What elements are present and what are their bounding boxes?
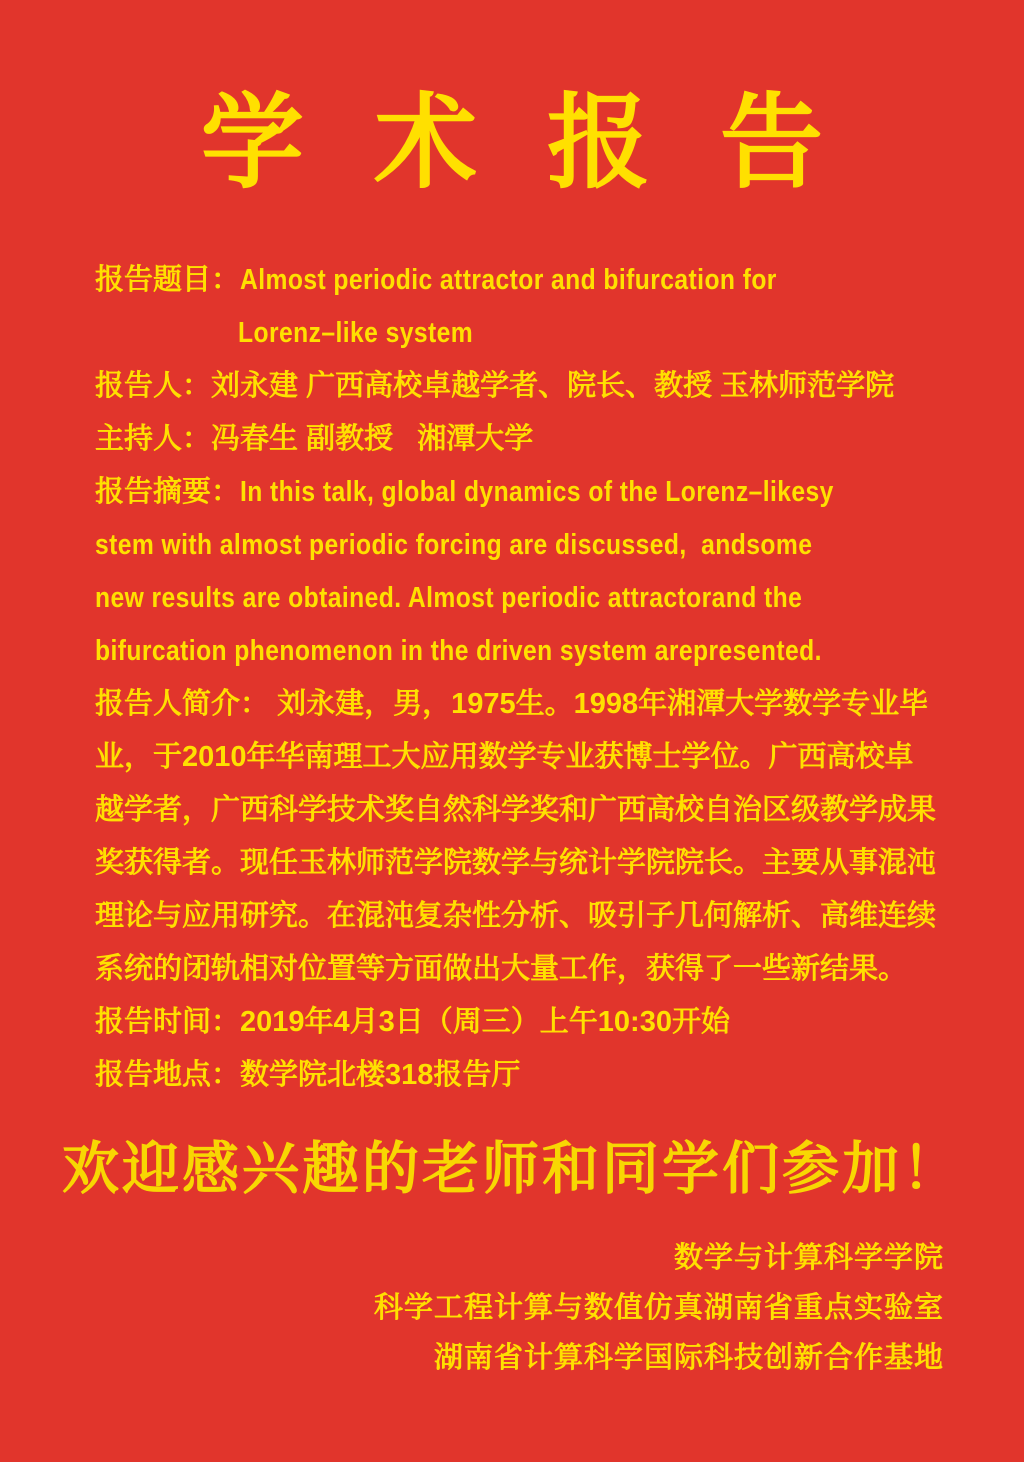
line-label: 主持人：	[95, 423, 212, 455]
line-text: 奖获得者。现任玉林师范学院数学与统计学院院长。主要从事混沌	[95, 847, 937, 879]
line-text: 刘永建，男，1975生。1998年湘潭大学数学专业毕	[269, 688, 929, 720]
detail-line-host	[95, 413, 935, 466]
line-text: 理论与应用研究。在混沌复杂性分析、吸引子几何解析、高维连续	[95, 900, 937, 932]
detail-line-bio-4	[95, 837, 935, 890]
detail-line-abstract-2	[95, 519, 935, 572]
detail-line-bio-6	[95, 943, 935, 996]
detail-line-bio-3	[95, 784, 935, 837]
detail-line-time	[95, 996, 935, 1049]
line-label: 报告人：	[95, 370, 212, 402]
detail-line-bio-5	[95, 890, 935, 943]
line-label: 报告摘要：	[95, 476, 241, 508]
line-label: 报告时间：	[95, 1006, 241, 1038]
detail-line-bio-2	[95, 731, 935, 784]
detail-line-bio-1	[95, 678, 935, 731]
line-text: 越学者，广西科学技术奖自然科学奖和广西高校自治区级教学成果	[95, 794, 937, 826]
line-text: 冯春生 副教授 湘潭大学	[211, 423, 534, 455]
line-text: 业，于2010年华南理工大应用数学专业获博士学位。广西高校卓	[95, 741, 914, 773]
line-text: 数学院北楼318报告厅	[240, 1059, 521, 1091]
line-text: In this talk, global dynamics of the Lorenz–likesy	[240, 476, 834, 508]
poster-body	[95, 254, 935, 1102]
line-text: new results are obtained. Almost periodic attractorand the	[95, 582, 803, 614]
detail-line-abstract-4	[95, 625, 935, 678]
line-text: 刘永建 广西高校卓越学者、院长、教授 玉林师范学院	[211, 370, 895, 402]
line-text: 2019年4月3日（周三）上午10:30开始	[240, 1006, 730, 1038]
line-label: 报告题目：	[95, 264, 241, 296]
line-label: 报告人简介：	[95, 688, 270, 720]
organizer-line-college: 数学与计算科学学院	[673, 1242, 944, 1274]
detail-line-abstract-3	[95, 572, 935, 625]
detail-line-venue	[95, 1049, 935, 1102]
detail-line-speaker	[95, 360, 935, 413]
welcome-message: 欢迎感兴趣的老师和同学们参加！	[62, 1137, 962, 1201]
line-text: Lorenz–like system	[238, 317, 474, 349]
organizer-line-key-lab: 科学工程计算与数值仿真湖南省重点实验室	[373, 1292, 944, 1324]
line-text: 系统的闭轨相对位置等方面做出大量工作，获得了一些新结果。	[95, 953, 908, 985]
line-text: stem with almost periodic forcing are discussed, andsome	[95, 529, 813, 561]
detail-line-topic-2	[95, 307, 935, 360]
line-text: bifurcation phenomenon in the driven system arepresented.	[95, 635, 822, 667]
poster-title: 学术报告	[200, 85, 894, 200]
line-text: Almost periodic attractor and bifurcation for	[240, 264, 777, 296]
detail-line-abstract-1	[95, 466, 935, 519]
organizer-block	[95, 1233, 944, 1383]
line-label: 报告地点：	[95, 1059, 241, 1091]
detail-line-topic-1	[95, 254, 935, 307]
organizer-line-intl-base: 湖南省计算科学国际科技创新合作基地	[433, 1342, 944, 1374]
